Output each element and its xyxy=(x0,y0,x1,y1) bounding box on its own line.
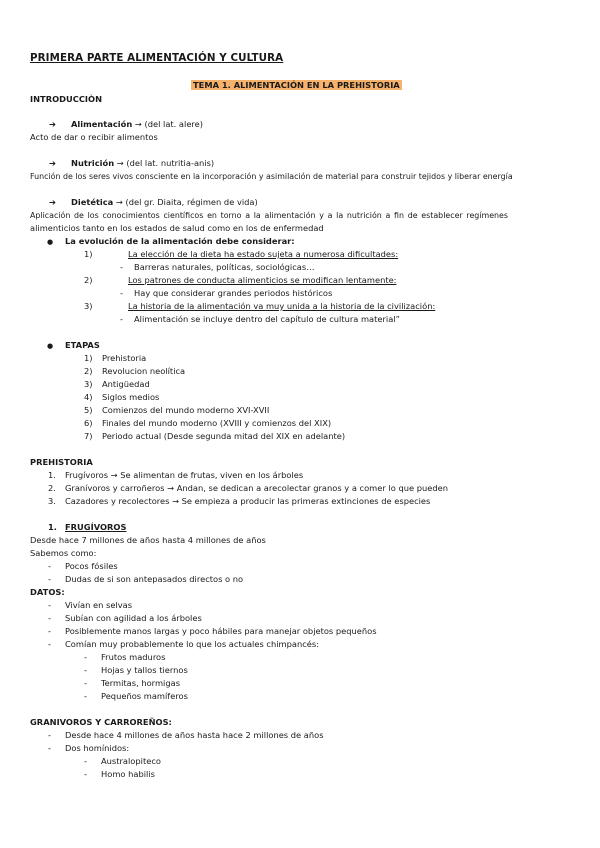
granivoros-heading: GRANIVOROS Y CARROREÑOS: xyxy=(30,717,172,727)
sub-list-item: - Pequeños mamíferos xyxy=(84,691,188,701)
bullet-icon: ● xyxy=(47,238,54,246)
etapas-heading: ● ETAPAS xyxy=(47,340,100,350)
prehistoria-heading: PREHISTORIA xyxy=(30,457,93,467)
list-item: - Dos homínidos: xyxy=(48,743,130,753)
etapa-item: 3) Antigüedad xyxy=(84,379,150,389)
etapa-item: 7) Periodo actual (Desde segunda mitad del XIX en adelante) xyxy=(84,431,346,441)
arrow-icon: ➔ xyxy=(49,197,56,207)
dietetica-def-1: Aplicación de los conocimientos científicos en torno a la alimentación y a la nutrición a fin de establecer regímenes xyxy=(30,211,509,220)
arrow-icon: ➔ xyxy=(49,158,56,168)
sub-list-item: - Australopiteco xyxy=(84,756,161,766)
etapa-item: 4) Siglos medios xyxy=(84,392,160,402)
list-item: - Pocos fósiles xyxy=(48,561,118,571)
sub-list-item: - Termitas, hormigas xyxy=(84,678,181,688)
evolucion-item-3: 3) La historia de la alimentación va muy unida a la historia de la civilización: xyxy=(84,301,436,311)
list-item: - Desde hace 4 millones de años hasta hace 2 millones de años xyxy=(48,730,324,740)
frugivoros-periodo: Desde hace 7 millones de años hasta 4 millones de años xyxy=(30,535,266,545)
etapa-item: 5) Comienzos del mundo moderno XVI-XVII xyxy=(84,405,270,415)
list-item: - Vivían en selvas xyxy=(48,600,133,610)
evolucion-item-1: 1) La elección de la dieta ha estado sujeta a numerosa dificultades: xyxy=(84,249,399,259)
list-item: - Posiblemente manos largas y poco hábiles para manejar objetos pequeños xyxy=(48,626,377,636)
intro-heading: INTRODUCCIÒN xyxy=(30,94,103,104)
prehistoria-item: 1. Frugívoros → Se alimentan de frutas, viven en los árboles xyxy=(48,470,304,480)
evolucion-sub-2: - Hay que considerar grandes periodos históricos xyxy=(120,288,333,298)
frugivoros-sabemos: Sabemos como: xyxy=(30,548,97,558)
sub-list-item: - Homo habilis xyxy=(84,769,155,779)
evolucion-sub-1: - Barreras naturales, políticas, sociológicas… xyxy=(120,262,315,272)
sub-list-item: - Frutos maduros xyxy=(84,652,166,662)
dietetica-def-2: alimenticios tanto en los estados de salud como en los de enfermedad xyxy=(30,223,324,233)
list-item: - Dudas de si son antepasados directos o no xyxy=(48,574,244,584)
arrow-icon: ➔ xyxy=(49,119,56,129)
part-title: PRIMERA PARTE ALIMENTACIÓN Y CULTURA xyxy=(30,52,284,64)
prehistoria-item: 2. Granívoros y carroñeros → Andan, se dedican a arecolectar granos y a comer lo que pueden xyxy=(48,483,448,493)
alimentacion-def: Acto de dar o recibir alimentos xyxy=(30,132,158,142)
alimentacion-term: ➔ Alimentación → (del lat. alere) xyxy=(49,119,203,129)
dietetica-term: ➔ Dietética → (del gr. Diaita, régimen de vida) xyxy=(49,197,258,207)
tema-title: TEMA 1. ALIMENTACIÓN EN LA PREHISTORIA xyxy=(193,80,400,90)
etapa-item: 1) Prehistoria xyxy=(84,353,147,363)
etapa-item: 6) Finales del mundo moderno (XVIII y comienzos del XIX) xyxy=(84,418,332,428)
etapa-item: 2) Revolucion neolítica xyxy=(84,366,186,376)
sub-list-item: - Hojas y tallos tiernos xyxy=(84,665,188,675)
evolucion-heading: ● La evolución de la alimentación debe considerar: xyxy=(47,236,295,246)
nutricion-term: ➔ Nutrición → (del lat. nutritia-anis) xyxy=(49,158,215,168)
nutricion-def: Función de los seres vivos consciente en la incorporación y asimilación de material para construir tejidos y liberar energía xyxy=(30,172,513,181)
frugivoros-heading: 1. FRUGÍVOROS xyxy=(48,522,127,532)
evolucion-item-2: 2) Los patrones de conducta alimenticios se modifican lentamente: xyxy=(84,275,397,285)
list-item: - Comían muy probablemente lo que los actuales chimpancés: xyxy=(48,639,320,649)
list-item: - Subían con agilidad a los árboles xyxy=(48,613,202,623)
evolucion-sub-3: - Alimentación se incluye dentro del capítulo de cultura material” xyxy=(120,314,400,324)
bullet-icon: ● xyxy=(47,342,54,350)
prehistoria-item: 3. Cazadores y recolectores → Se empieza a producir las primeras extinciones de especies xyxy=(48,496,431,506)
datos-heading: DATOS: xyxy=(30,587,65,597)
